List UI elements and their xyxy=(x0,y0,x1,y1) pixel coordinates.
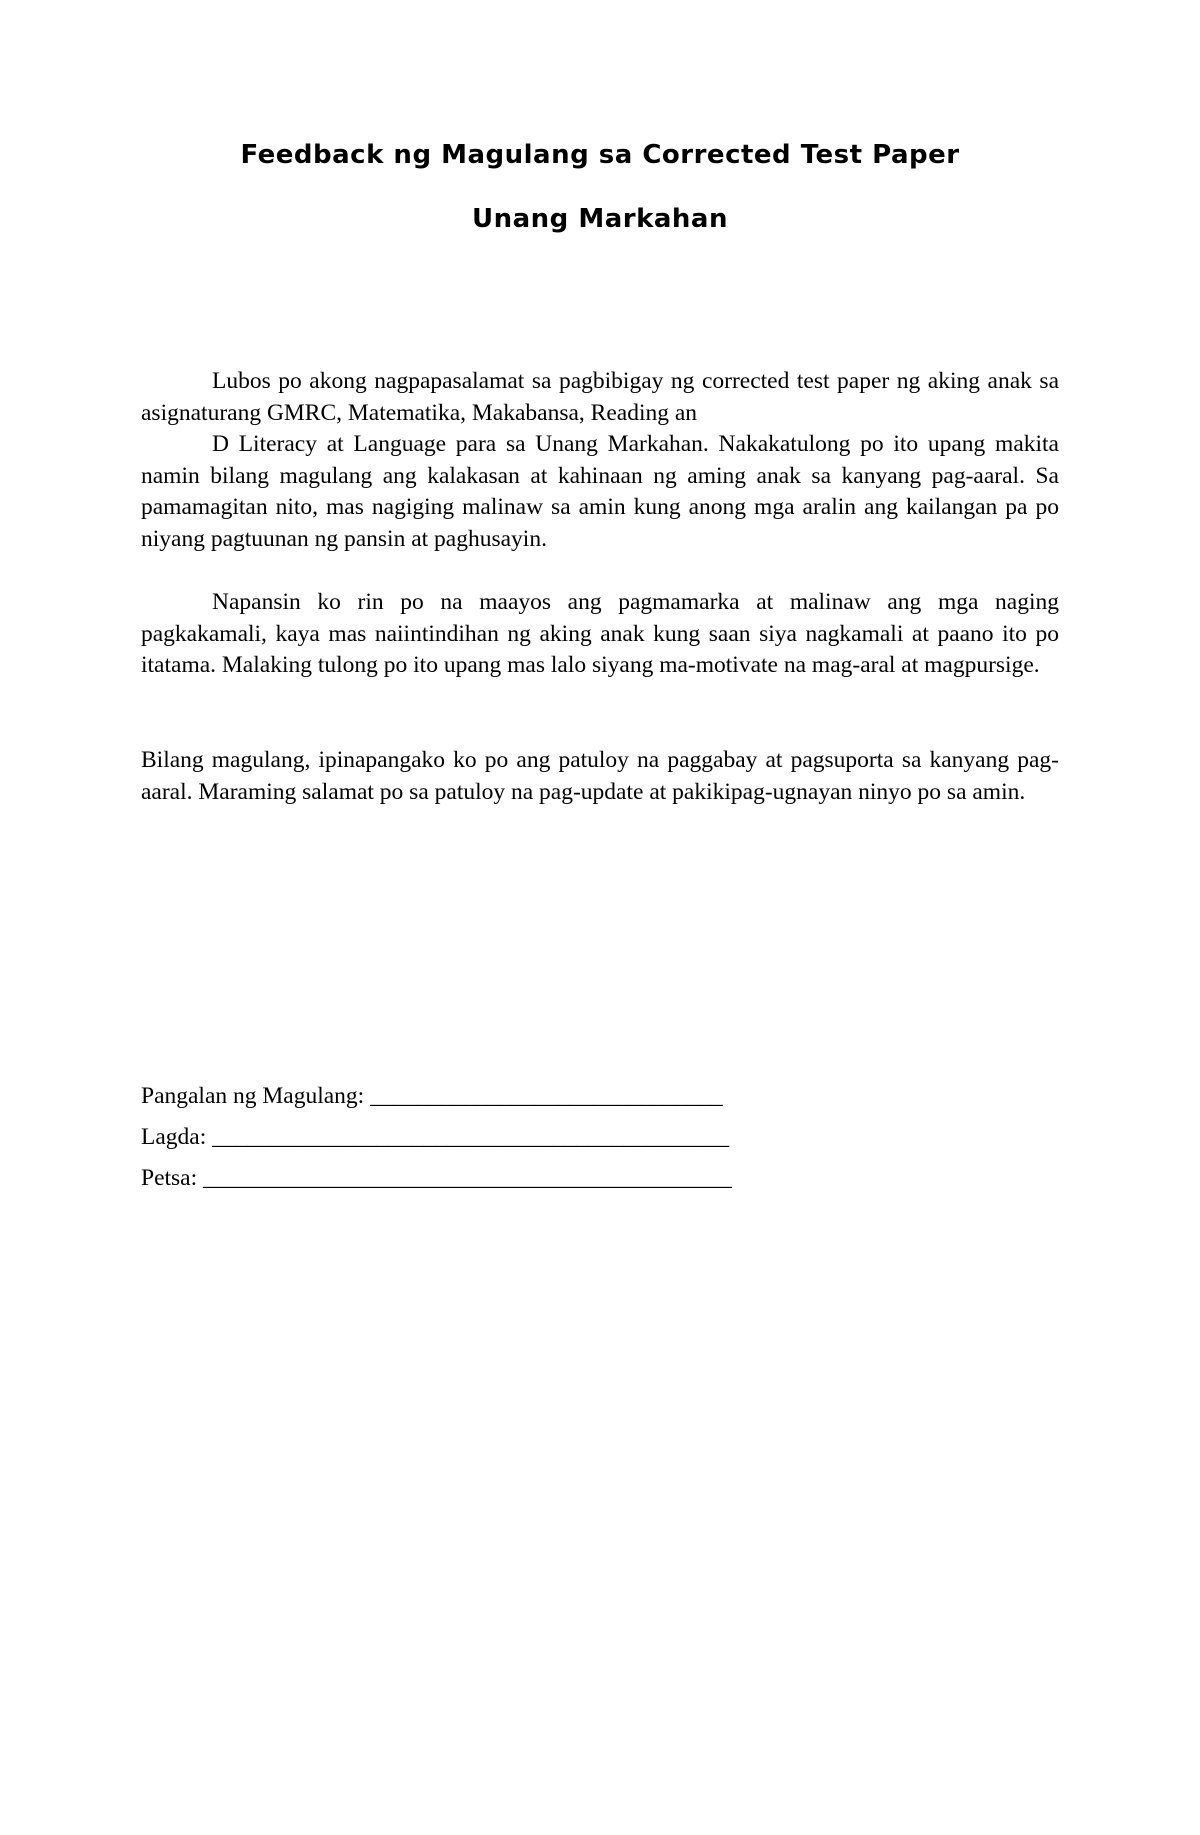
paragraph-1-part-2: D Literacy at Language para sa Unang Markahan. Nakakatulong po ito upang makita namin bilang magulang ang kalakasan at kahinaan ng aming anak sa kanyang pag-aaral. Sa pamamagitan nito, mas nagiging malinaw sa amin kung anong mga aralin ang kailangan pa po niyang pagtuunan ng pansin at paghusayin. xyxy=(141,431,1059,552)
document-subtitle: Unang Markahan xyxy=(472,204,728,234)
document-title: Feedback ng Magulang sa Corrected Test Paper xyxy=(240,140,960,170)
paragraph-2: Napansin ko rin po na maayos ang pagmamarka at malinaw ang mga naging pagkakamali, kaya mas naiintindihan ng aking anak kung saan siya nagkamali at paano ito po itatama. Malaking tulong po ito upang mas lalo siyang ma-motivate na mag-aral at magpursige. xyxy=(141,589,1059,678)
paragraph-3: Bilang magulang, ipinapangako ko po ang patuloy na paggabay at pagsuporta sa kanyang pag-aaral. Maraming salamat po sa patuloy na pag-update at pakikipag-ugnayan ninyo po sa amin. xyxy=(141,747,1059,805)
date-line: Petsa: _____________________________________________ xyxy=(141,1165,732,1191)
parent-name-line: Pangalan ng Magulang: ______________________________ xyxy=(141,1083,723,1109)
signature-line: Lagda: ____________________________________________ xyxy=(141,1124,730,1150)
paragraph-1-part-1: Lubos po akong nagpapasalamat sa pagbibigay ng corrected test paper ng aking anak sa asignaturang GMRC, Matematika, Makabansa, Reading an xyxy=(141,368,1059,426)
